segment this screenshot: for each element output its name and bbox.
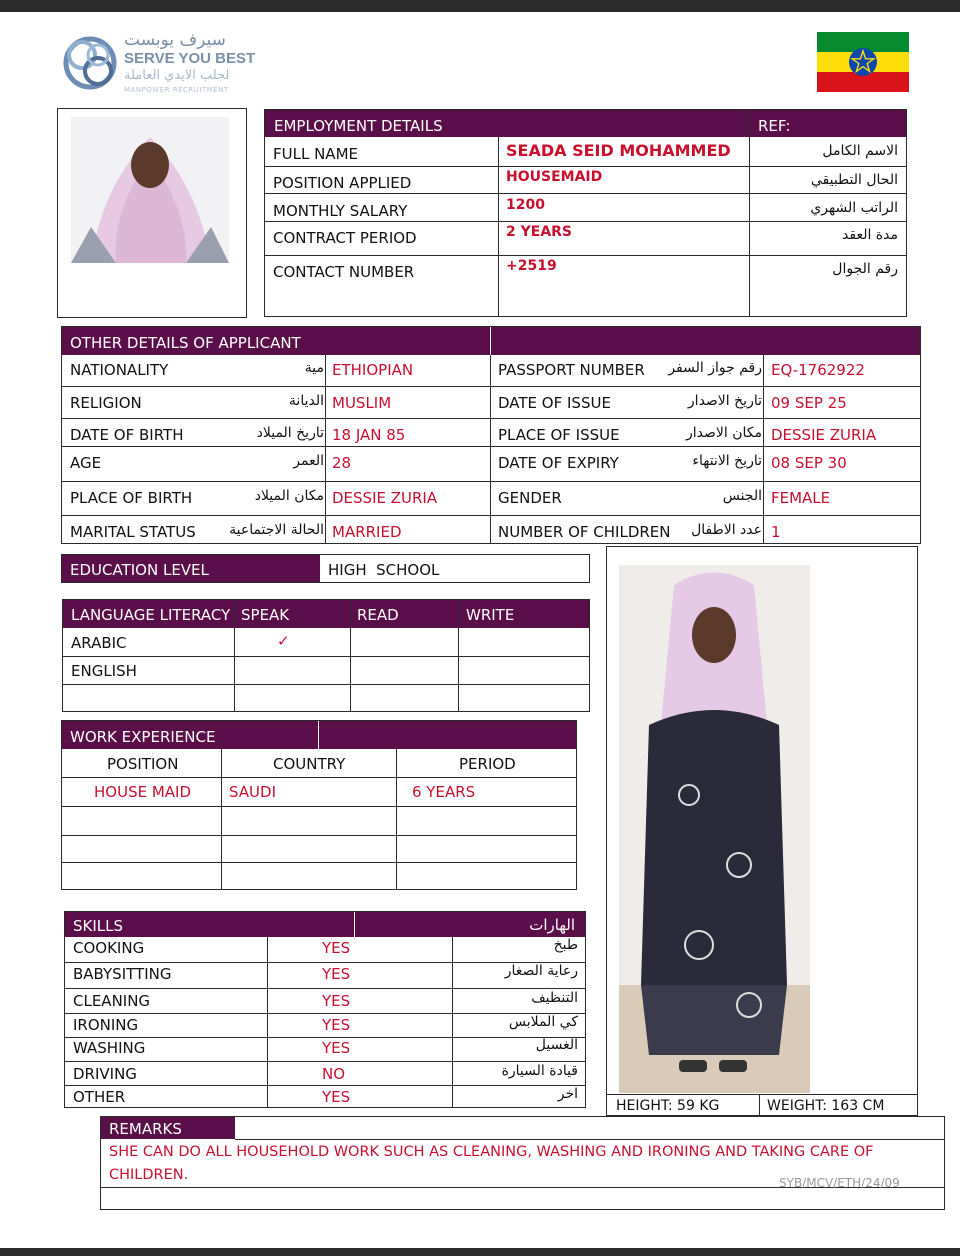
portrait-photo-frame <box>57 108 247 318</box>
education-value: HIGH SCHOOL <box>328 561 440 579</box>
work-country: SAUDI <box>229 783 277 801</box>
employment-arabic-label: الحال التطبيقي <box>810 172 898 188</box>
work-experience-table <box>61 720 577 890</box>
skill-arabic: الغسيل <box>535 1037 578 1053</box>
work-header: PERIOD <box>459 755 516 773</box>
employment-arabic-label: رقم الجوال <box>832 261 898 277</box>
other-left-arabic: مكان الميلاد <box>254 488 324 504</box>
logo-sub: MANPOWER RECRUITMENT <box>124 86 229 94</box>
skill-divider <box>64 1013 586 1014</box>
employment-label: CONTRACT PERIOD <box>273 229 417 247</box>
other-right-value: 08 SEP 30 <box>771 454 847 472</box>
language-header: WRITE <box>466 606 515 624</box>
other-left-label: RELIGION <box>70 394 142 412</box>
other-right-label: NUMBER OF CHILDREN <box>498 523 671 541</box>
other-right-label: PASSPORT NUMBER <box>498 361 645 379</box>
remarks-line-1: SHE CAN DO ALL HOUSEHOLD WORK SUCH AS CLEANING, WASHING AND IRONING AND TAKING CARE OF <box>109 1144 874 1160</box>
work-header: COUNTRY <box>273 755 346 773</box>
employment-value: +2519 <box>506 258 557 274</box>
employment-arabic-label: مدة العقد <box>842 227 898 243</box>
row-divider <box>61 418 921 419</box>
employment-arabic-label: الاسم الكامل <box>822 143 898 159</box>
other-left-value: ETHIOPIAN <box>332 361 414 379</box>
other-right-value: EQ-1762922 <box>771 361 865 379</box>
row-divider <box>61 515 921 516</box>
applicant-full-body-photo <box>619 565 810 1093</box>
skill-value: NO <box>322 1065 346 1083</box>
employment-label: MONTHLY SALARY <box>273 202 408 220</box>
skill-divider <box>64 1061 586 1062</box>
other-right-arabic: الجنس <box>722 488 762 504</box>
logo-name: SERVE YOU BEST <box>124 50 256 67</box>
skill-value: YES <box>322 992 351 1010</box>
weight-value: WEIGHT: 163 CM <box>767 1098 885 1114</box>
ethiopia-flag <box>817 32 909 92</box>
education-row <box>61 554 590 583</box>
skill-arabic: كي الملابس <box>508 1014 578 1030</box>
skill-name: WASHING <box>73 1039 146 1057</box>
skill-divider <box>64 1085 586 1086</box>
work-period: 6 YEARS <box>412 783 476 801</box>
skill-arabic: التنظيف <box>531 990 578 1006</box>
skill-value: YES <box>322 1088 351 1106</box>
other-left-label: AGE <box>70 454 102 472</box>
work-experience-title: WORK EXPERIENCE <box>70 728 216 746</box>
education-label: EDUCATION LEVEL <box>70 561 209 579</box>
skill-name: COOKING <box>73 939 145 957</box>
other-right-value: 09 SEP 25 <box>771 394 847 412</box>
language-name: ARABIC <box>71 634 127 652</box>
skills-title: SKILLS <box>73 917 124 935</box>
skill-value: YES <box>322 1016 351 1034</box>
row-divider <box>61 386 921 387</box>
skill-arabic: اخر <box>557 1086 578 1102</box>
other-left-label: DATE OF BIRTH <box>70 426 184 444</box>
skill-divider <box>64 1037 586 1038</box>
other-right-value: 1 <box>771 523 781 541</box>
other-right-arabic: رقم جواز السفر <box>668 360 762 376</box>
employment-label: CONTACT NUMBER <box>273 263 415 281</box>
other-left-arabic: العمر <box>293 453 324 469</box>
skill-name: CLEANING <box>73 992 151 1010</box>
other-right-label: PLACE OF ISSUE <box>498 426 620 444</box>
document-code: SYB/MCV/ETH/24/09 <box>779 1176 900 1190</box>
ref-label: REF: <box>758 117 791 135</box>
remarks-line-2: CHILDREN. <box>109 1167 189 1183</box>
language-name: ENGLISH <box>71 662 137 680</box>
language-header: LANGUAGE LITERACY <box>71 606 231 624</box>
other-left-value: MUSLIM <box>332 394 392 412</box>
language-header: READ <box>357 606 399 624</box>
skill-arabic: قيادة السيارة <box>501 1063 578 1079</box>
other-left-value: MARRIED <box>332 523 402 541</box>
employment-value: HOUSEMAID <box>506 169 603 185</box>
employment-value: 1200 <box>506 197 545 213</box>
remarks-box <box>100 1116 945 1210</box>
other-right-label: DATE OF EXPIRY <box>498 454 619 472</box>
company-logo <box>60 30 260 100</box>
other-left-arabic: مية <box>304 360 324 376</box>
employment-label: POSITION APPLIED <box>273 174 412 192</box>
other-right-arabic: مكان الاصدار <box>686 425 762 441</box>
height-value: HEIGHT: 59 KG <box>616 1098 720 1114</box>
flag-star-icon <box>848 47 878 77</box>
other-left-value: DESSIE ZURIA <box>332 489 438 507</box>
skill-arabic: طبخ <box>553 937 578 953</box>
other-left-label: MARITAL STATUS <box>70 523 196 541</box>
skill-value: YES <box>322 939 351 957</box>
other-left-label: PLACE OF BIRTH <box>70 489 193 507</box>
other-right-label: GENDER <box>498 489 562 507</box>
employment-value: 2 YEARS <box>506 224 573 240</box>
skill-name: OTHER <box>73 1088 126 1106</box>
other-right-value: DESSIE ZURIA <box>771 426 877 444</box>
other-left-arabic: الحالة الاجتماعية <box>229 522 324 538</box>
skill-name: BABYSITTING <box>73 965 172 983</box>
logo-knot-icon <box>60 30 120 96</box>
other-left-value: 28 <box>332 454 352 472</box>
skill-name: DRIVING <box>73 1065 137 1083</box>
remarks-title: REMARKS <box>109 1120 182 1138</box>
skill-value: YES <box>322 965 351 983</box>
employment-label: FULL NAME <box>273 145 358 163</box>
row-divider <box>61 446 921 447</box>
other-right-arabic: تاريخ الانتهاء <box>692 453 762 469</box>
measurements-row <box>606 1094 918 1116</box>
other-details-title: OTHER DETAILS OF APPLICANT <box>70 334 301 352</box>
other-right-arabic: عدد الاطفال <box>691 522 762 538</box>
row-divider <box>61 481 921 482</box>
other-right-arabic: تاريخ الاصدار <box>687 393 762 409</box>
employment-value: SEADA SEID MOHAMMED <box>506 141 731 160</box>
other-left-arabic: الديانة <box>288 393 324 409</box>
logo-arabic-sub: لجلب الايدي العاملة <box>124 68 230 83</box>
other-left-value: 18 JAN 85 <box>332 426 406 444</box>
logo-arabic: سيرف يوبست <box>124 30 226 50</box>
other-left-label: NATIONALITY <box>70 361 169 379</box>
skill-arabic: رعاية الصغار <box>504 963 578 979</box>
skill-divider <box>64 988 586 989</box>
other-left-arabic: تاريخ الميلاد <box>256 425 324 441</box>
employment-arabic-label: الراتب الشهري <box>810 200 898 216</box>
full-body-photo-frame <box>606 546 918 1116</box>
top-bar <box>0 0 960 12</box>
employment-title: EMPLOYMENT DETAILS <box>274 117 443 135</box>
work-header: POSITION <box>107 755 179 773</box>
work-position: HOUSE MAID <box>94 783 192 801</box>
other-right-value: FEMALE <box>771 489 831 507</box>
skill-name: IRONING <box>73 1016 139 1034</box>
other-right-label: DATE OF ISSUE <box>498 394 611 412</box>
language-speak-check: ✓ <box>277 632 290 650</box>
applicant-portrait-photo <box>71 117 229 263</box>
skill-value: YES <box>322 1039 351 1057</box>
bottom-bar <box>0 1248 960 1256</box>
language-header: SPEAK <box>241 606 290 624</box>
skills-title-arabic: الهارات <box>529 916 575 934</box>
